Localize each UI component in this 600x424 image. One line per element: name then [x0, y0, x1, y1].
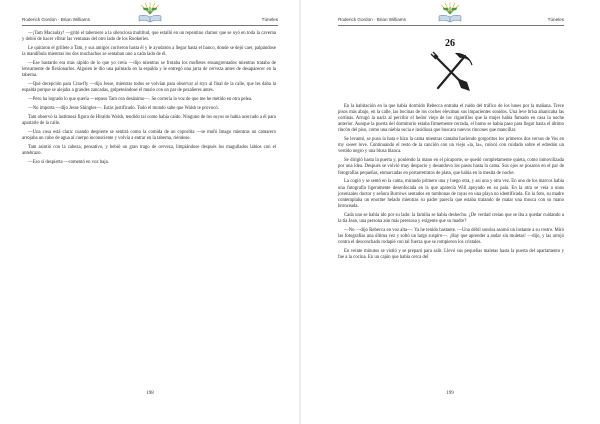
- book-logo-icon: [137, 2, 163, 24]
- page-number: 198: [146, 391, 154, 396]
- right-page: [300, 0, 600, 424]
- paragraph: En veinte minutos se vistió y se preparó para salir. Llevó sus pequeñas maletas hasta la puerta del apartamento y fue a la cocina. En un cajón que había cerca del: [338, 248, 564, 260]
- right-page-body: [338, 104, 564, 264]
- chapter-number: 26: [445, 38, 455, 49]
- paragraph: Se dirigió hasta la puerta y, poniendo la mano en el picaporte, se quedó completamente quieta, como inmovilizada por una idea. Después se volvió muy despacio y desanduvo los pasos hasta la cama. Sus ojos se posaron en el par de fotografías pequeñas, enmarcadas en portarretratos de plata, que había en la mesita de noche.: [338, 158, 564, 176]
- paragraph: —Eso sí despierta —comentó en voz baja.: [28, 159, 109, 165]
- book-logo-icon: [437, 2, 463, 24]
- paragraph: —¡Tam Macaulay! —gritó el tabernero a la silenciosa multitud, que estalló en un repentino clamor que se oyó en toda la caverna y debió de hacer vibrar las ventanas del otro lado de los Rookeries.: [22, 31, 276, 43]
- running-header-title: Túneles: [261, 17, 278, 22]
- page-number: 199: [446, 391, 454, 396]
- running-header-author: Roderick Gordon · Brian Williams: [22, 17, 90, 22]
- running-header-title: Túneles: [547, 17, 564, 22]
- pick-and-shovel-icon: [429, 50, 473, 94]
- paragraph: —Una cosa está clara: cuando despierte se sentirá como la comida de un coprolita —se mofó Imago mientras un camarero arrojaba un cubo de agua al cuerpo inconsciente y volvía a entrar en la taberna, riéndose.: [22, 129, 276, 141]
- paragraph: Tam asintió con la cabeza, pensativo, y bebió un gran trago de cerveza, limpiándose después los magullados labios con el antebrazo.: [22, 144, 276, 156]
- paragraph: —No importa —dijo Jesse Shingles—. Estás justificado. Todo el mundo sabe que Walsh te provocó.: [28, 105, 219, 111]
- paragraph: —Pero ha logrado lo que quería —repuso Tam con desánimo—. Se correría la voz de que me he metido en otra pelea.: [28, 97, 253, 103]
- header-divider: [338, 25, 564, 26]
- paragraph: Le quitaron el grillete a Tam, y sus amigos corrieron hasta él y le ayudaron a llegar hasta el banco, donde se dejó caer, palpándose la mandíbula mientras los dos muchachos se sentaban uno a cada lado de él.: [22, 45, 276, 58]
- header-divider: [22, 25, 278, 26]
- paragraph: —Qué decepción para Crawfly —dijo Jesse, mientras todos se volvían para observar al styx al final de la calle, que les daba la espalda porque se alejaba a grandes zancadas, golpeteándose el muslo con un par de pezañeres antes.: [22, 82, 276, 94]
- paragraph: La cogió y se sentó en la cama, mirando primero una y luego otra, y así una y otra vez. En uno de los marcos había una fotografía ligeramente desenfocada en la que aparecía Will apoyado en su pala. En la otra se veía a unos jovenzales doctor y señora Burrows sentados en tumbonas de rayas en una playa no identificada. En la foto, su madre contemplaba un enorme helado mientras su padre parecía que estaba tratando de matar una mosca con su mano bronceada.: [338, 179, 564, 209]
- left-page-body: [22, 31, 276, 169]
- paragraph: —Ese bastardo era más rápido de lo que yo creía —dijo mientras se frotaba los mofletes ensangrentados mientras trataba de lenvamente de flexionarlos. Alguien le dio una palmada en la espalda y le entregó una jarra de cerveza antes de desaparecer en la taberna.: [22, 60, 276, 79]
- paragraph: En la habitación en la que había dormido Rebecca entraba el ruido del tráfico de los lunes por la mañana. Trece pisos más abajo, en la calle, las bocinas de los coches elevaban sus impacientes sonidos. Una leve brisa abanicaba las cortinas. Arrugó la nariz al percibir el hedor viejo de los cigarrillos que la mujer había fumado en casa la noche anterior. Aunque la puerta del dormitorio estaba firmemente cerrada, el humo se había paso para llegar hasta el último rincón del piso, como una niebla sucia e insidiosa que buscara nuevos rincones que mancillar.: [338, 104, 564, 134]
- running-header-author: Roderick Gordon · Brian Williams: [338, 17, 406, 22]
- paragraph: —No —dijo Rebecca en voz alta—. Ya he tenido bastante. —Una débil sonrisa asomó un instante a su rostro. Miró las fotografías una última vez y soltó un largo suspiro—. ¡Hay que aprender a andar sin muletas! —dijo, y las arrojó contra el desconchado rodapié con tal fuerza que se rompieron los cristales.: [338, 227, 564, 245]
- paragraph: Tam observó la lastimosa figura de Hiraldo Walsh, tendido tal como había caído. Ninguno de los suyos se había acercado a él para apartarle de la calle.: [22, 114, 276, 126]
- paragraph: Cada uno se había ido por su lado: la familia se había deshecho. ¿De verdad creían que se iba a quedar cuidando a la tía Jean, una persona aún más perezosa y exigente que su madre?: [338, 212, 564, 224]
- paragraph: Se levantó, se puso la bata e hizo la cama mientras cantaba haciendo gorgoritos los primeros dos versos de Vos en my sweet love. Continuando el resto de la canción con un viejo «la, la», colocó con cuidado sobre el edredón un vestido negro y una blusa blanca.: [338, 137, 564, 155]
